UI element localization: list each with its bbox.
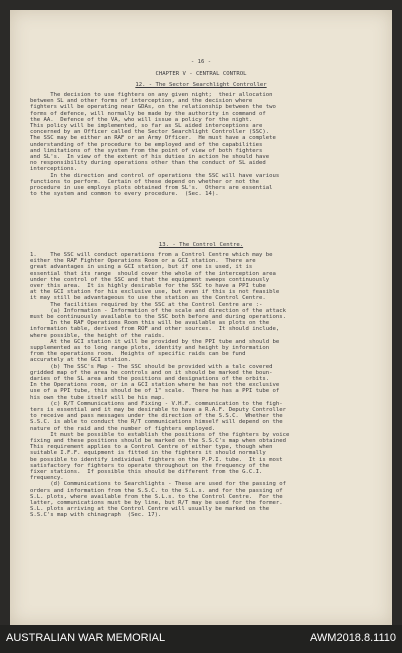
body-line: use of a PPI tube, this should be of 1" scale. There he has a PPI tube of: [30, 388, 280, 395]
body-line: (b) The SSC's Map - The SSC should be provided with a talc covered: [30, 363, 273, 370]
body-line: It must be possible to establish the positions of the fighters by voice: [30, 431, 290, 438]
body-line: supplemented as to long range plots, identity and height by information: [30, 345, 270, 351]
body-line: fixer stations. If possible this should be different from the G.C.I.: [30, 469, 263, 475]
chapter-title: CHAPTER V - CENTRAL CONTROL: [155, 71, 247, 77]
body-line: fixing and these positions should be marked on the S.S.C's map when obtained: [30, 438, 286, 444]
body-line: frequency.: [30, 475, 64, 482]
body-line: gridded map of the area he controls and on it should be marked the boun-: [30, 369, 273, 376]
body-line: his own the tube itself will be his map.: [30, 394, 165, 401]
body-line: (c) R/T Communications and Fixing - V.H.F. communication to the figh-: [30, 400, 283, 407]
body-line: and SL's. In view of the extent of his duties in action he should have: [30, 154, 270, 160]
item-id: AWM2018.8.1110: [309, 632, 396, 644]
section-12-heading: 12. - The Sector Searchlight Controller: [135, 82, 267, 88]
body-line: satisfactory for fighters to operate throughout on the frequency of the: [30, 462, 270, 469]
body-line: ters is essential and it may be desirable to have a R.A.F. Deputy Controller: [30, 407, 286, 413]
body-line: and limitations of the system from the point of view of both fighters: [30, 147, 263, 154]
body-line: suitable I.F.F. equipment is fitted in the fighters it should normally: [30, 450, 266, 457]
body-line: be possible to identify individual fighters on the P.P.I. tube. It is most: [30, 456, 283, 463]
body-line: orders and information from the S.S.C. to the S.L.s. and for the passing of: [30, 487, 283, 494]
body-line: must be continuously available to the SSC both before and during operations.: [30, 314, 286, 320]
body-line: nature of the raid and the number of fighters employed.: [30, 425, 216, 432]
body-line: forms of defence, will normally be made by the authority in command of: [30, 110, 266, 117]
body-line: at the GCI station for his exclusive use, but even if this is not feasible: [30, 289, 280, 296]
body-line: This requirement applies to a Control Centre of either type, though when: [30, 444, 273, 451]
document-page: [10, 10, 392, 625]
body-line: S.L. plots, where available from the S.L.s. to the Control Centre. For the: [30, 493, 283, 500]
body-line: to receive and pass messages under the direction of the S.S.C. Whether the: [30, 413, 283, 420]
body-line: between SL and other forms of interception, and the decision where: [30, 98, 253, 105]
body-line: the AA. Defence of the VA, who will issue a policy for the night.: [30, 116, 253, 123]
body-line: essential that its range should cover the whole of the interception area: [30, 270, 276, 277]
body-line: At the GCI station it will be provided by the PPI tube and should be: [30, 338, 280, 345]
body-line: interceptions.: [30, 166, 78, 173]
body-line: The SSC may be either an RAF or an Army Officer. He must have a complete: [30, 135, 276, 142]
body-line: concerned by an Officer called the Sector Searchlight Controller (SSC).: [30, 129, 270, 136]
body-line: it may still be advantageous to use the station as the Control Centre.: [30, 295, 266, 302]
body-line: information table, derived from ROF and other sources. It should include,: [30, 326, 280, 333]
body-line: procedure in use employs plots obtained from SL's. Others are essential: [30, 185, 273, 191]
body-line: where possible, the height of the raids.: [30, 332, 165, 339]
body-line: understanding of the procedure to be employed and of the capabilities: [30, 141, 263, 148]
body-line: The facilities required by the SSC at the Control Centre are :-: [30, 301, 263, 308]
body-line: 1. The SSC will conduct operations from a Control Centre which may be: [30, 252, 273, 258]
body-line: In the Operations room, or in a GCI station where he has not the exclusive: [30, 382, 280, 389]
body-line: S.S.C. is able to conduct the R/T communications himself will depend on the: [30, 419, 283, 426]
body-line: accurately at the GCI station.: [30, 357, 132, 364]
body-line: over this area. It is highly desirable for the SSC to have a PPI tube: [30, 283, 266, 289]
body-line: great advantages in using a GCI station, but if one is used, it is: [30, 264, 253, 271]
body-line: from the operations room. Heights of specific raids can be fund: [30, 351, 246, 358]
body-line: In the direction and control of operations the SSC will have various: [30, 172, 280, 179]
body-line: (d) Communications to Searchlights - These are used for the passing of: [30, 481, 286, 488]
footer-bar: [0, 625, 402, 653]
body-line: either the RAF Fighter Operations Room or a GCI station. There are: [30, 258, 256, 265]
section-13-heading: 13. - The Control Centre.: [158, 242, 244, 248]
body-line: no responsibility during operations other than the conduct of SL aided: [30, 160, 266, 167]
body-line: (a) Information - Information of the scale and direction of the attack: [30, 307, 286, 314]
archive-name: AUSTRALIAN WAR MEMORIAL: [6, 632, 166, 644]
body-line: The decision to use fighters on any given night; their allocation: [30, 92, 273, 98]
body-line: S.L. plots arriving at the Control Centre will usually be marked on the: [30, 506, 270, 513]
body-line: In the RAF Operations Room this will be available as plots on the: [30, 320, 270, 327]
body-line: under the control of the SSC and that the equipment sweeps continuously: [30, 276, 270, 283]
body-line: This policy will be implemented, so far as SL aided interceptions are: [30, 123, 263, 129]
body-line: fighters will be operating near GDAs, on the relationship between the two: [30, 104, 276, 111]
body-line: functions to perform. Certain of these depend on whether or not the: [30, 178, 260, 185]
body-line: to the system and common to every procedure. (Sec. 14).: [30, 191, 219, 198]
page-number: - 16 -: [190, 59, 212, 65]
body-line: latter, communications must be by line, but R/T may be used for the former.: [30, 500, 283, 506]
body-line: daries of the SL area and the positions and designations of the orbits.: [30, 376, 270, 382]
body-line: S.S.C's map with chinagraph (Sec. 17).: [30, 512, 162, 519]
